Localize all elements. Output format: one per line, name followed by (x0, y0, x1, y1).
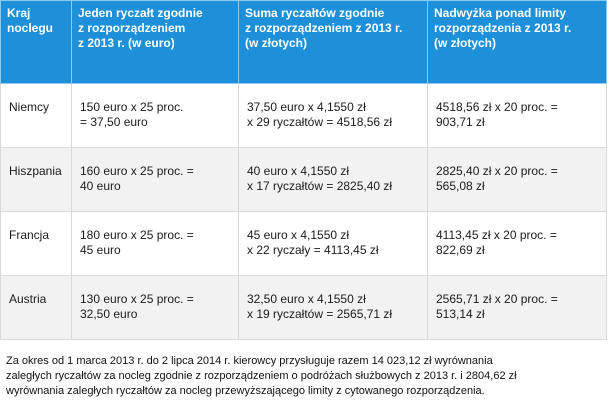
ryczalt-cell: 160 euro x 25 proc. = 40 euro (72, 148, 239, 212)
nadwyzka-cell: 4113,45 zł x 20 proc. = 822,69 zł (428, 212, 607, 276)
table-row (1, 84, 607, 148)
footnote-paragraph (6, 354, 604, 399)
suma-cell: 32,50 euro x 4,1550 zł x 19 ryczałtów = 2565,71 zł (239, 276, 428, 340)
header-row (1, 1, 607, 84)
nadwyzka-cell: 4518,56 zł x 20 proc. = 903,71 zł (428, 84, 607, 148)
footnote-line: Za okres od 1 marca 2013 r. do 2 lipca 2014 r. kierowcy przysługuje razem 14 023,12 zł wyrównania (6, 355, 493, 367)
footnote-line: wyrównania zaległych ryczałtów za nocleg przewyższającego limity z cytowanego rozporządzenia. (6, 385, 485, 397)
ryczalt-cell: 180 euro x 25 proc. = 45 euro (72, 212, 239, 276)
suma-cell: 37,50 euro x 4,1550 zł x 29 ryczałtów = 4518,56 zł (239, 84, 428, 148)
table-row (1, 212, 607, 276)
country-cell: Francja (1, 212, 72, 276)
ryczalt-cell: 150 euro x 25 proc. = 37,50 euro (72, 84, 239, 148)
country-cell: Hiszpania (1, 148, 72, 212)
country-cell: Niemcy (1, 84, 72, 148)
suma-cell: 45 euro x 4,1550 zł x 22 ryczały = 4113,45 zł (239, 212, 428, 276)
ryczalt-cell: 130 euro x 25 proc. = 32,50 euro (72, 276, 239, 340)
header-country: Kraj noclegu (1, 1, 72, 84)
country-cell: Austria (1, 276, 72, 340)
footnote-line: zaległych ryczałtów za nocleg zgodnie z rozporządzeniem o podróżach służbowych z 2013 r. i 2804,62 zł (6, 370, 517, 382)
nadwyzka-cell: 2565,71 zł x 20 proc. = 513,14 zł (428, 276, 607, 340)
header-nadwyzka: Nadwyżka ponad limity rozporządzenia z 2013 r. (w złotych) (428, 1, 607, 84)
suma-cell: 40 euro x 4,1550 zł x 17 ryczałtów = 2825,40 zł (239, 148, 428, 212)
table-row (1, 276, 607, 340)
table-row (1, 148, 607, 212)
header-ryczalt: Jeden ryczałt zgodnie z rozporządzeniem z 2013 r. (w euro) (72, 1, 239, 84)
nadwyzka-cell: 2825,40 zł x 20 proc. = 565,08 zł (428, 148, 607, 212)
header-suma: Suma ryczałtów zgodnie z rozporządzeniem z 2013 r. (w złotych) (239, 1, 428, 84)
